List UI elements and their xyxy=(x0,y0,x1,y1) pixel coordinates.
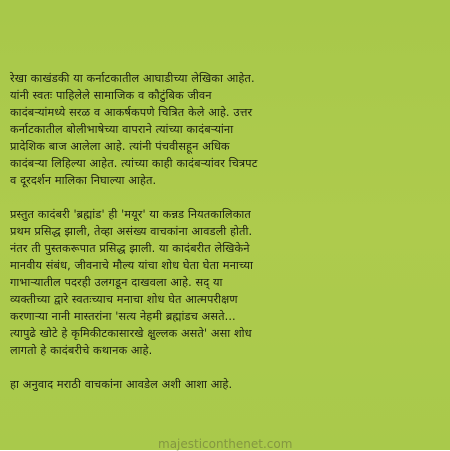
text-line: त्यापुढे खोटे हे कृमिकीटकासारखे क्षुल्लक असते' असा शोध xyxy=(10,327,252,340)
blurb-text xyxy=(10,70,415,393)
text-line: हा अनुवाद मराठी वाचकांना आवडेल अशी आशा आहे. xyxy=(10,378,233,391)
text-line: रेखा काखंडकी या कर्नाटकातील आघाडीच्या लेखिका आहेत. xyxy=(10,72,255,85)
text-line: प्रादेशिक बाज आलेला आहे. त्यांनी पंचवीसहून अधिक xyxy=(10,140,230,153)
text-line: प्रथम प्रसिद्ध झाली, तेव्हा असंख्य वाचकांना आवडली होती. xyxy=(10,225,253,238)
text-line: कर्नाटकातील बोलीभाषेच्या वापराने त्यांच्या कादंबऱ्यांना xyxy=(10,123,234,136)
text-line: लागतो हे कादंबरीचे कथानक आहे. xyxy=(10,344,153,357)
watermark: majesticonthenet.com xyxy=(158,437,293,451)
text-line: मानवीय संबंध, जीवनाचे मौल्य यांचा शोध घेता घेता मनाच्या xyxy=(10,259,254,272)
text-line: कादंबऱ्या लिहिल्या आहेत. त्यांच्या काही कादंबऱ्यांवर चित्रपट xyxy=(10,157,258,170)
paragraph-author-intro xyxy=(10,70,415,189)
text-line: कादंबऱ्यांमध्ये सरळ व आकर्षकपणे चित्रित केले आहे. उत्तर xyxy=(10,106,253,119)
paragraph-novel-summary xyxy=(10,206,415,359)
text-line: प्रस्तुत कादंबरी 'ब्रह्मांड' ही 'मयूर' या कन्नड नियतकालिकात xyxy=(10,208,251,221)
text-line: यांनी स्वतः पाहिलेले सामाजिक व कौटुंबिक जीवन xyxy=(10,89,212,102)
text-line: व्यक्तीच्या द्वारे स्वतःच्याच मनाचा शोध घेत आत्मपरीक्षण xyxy=(10,293,238,306)
paragraph-closing xyxy=(10,376,415,393)
text-line: गाभाऱ्यातील पदरही उलगडून दाखवला आहे. सद् या xyxy=(10,276,223,289)
text-line: करणाऱ्या नानी मास्तरांना 'सत्य नेहमी ब्रह्मांडच असते... xyxy=(10,310,236,323)
text-line: नंतर ती पुस्तकरूपात प्रसिद्ध झाली. या कादंबरीत लेखिकेने xyxy=(10,242,250,255)
text-line: व दूरदर्शन मालिका निघाल्या आहेत. xyxy=(10,174,157,187)
